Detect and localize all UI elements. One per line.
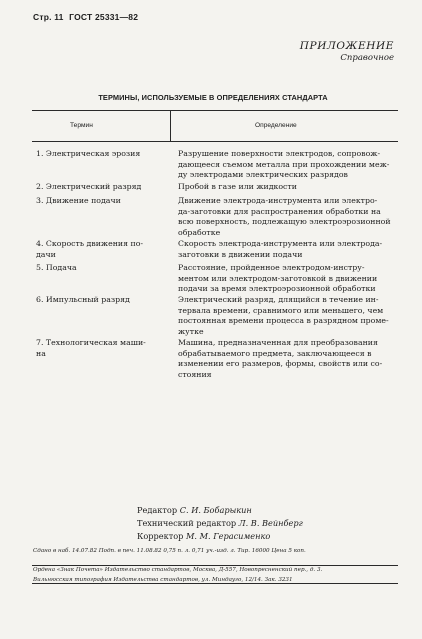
definition-line: заготовки в движении подачи xyxy=(178,249,303,259)
credit-name: Л. В. Вейнберг xyxy=(238,517,303,528)
definition-line: Электрический разряд, длящийся в течение ин- xyxy=(178,295,379,304)
term-cell xyxy=(36,182,162,193)
definition-line: ду электродами электрических разрядов xyxy=(178,170,348,180)
page-number: Стр. 11 xyxy=(33,12,64,22)
term-line: дачи xyxy=(36,249,56,259)
page-header xyxy=(33,12,138,22)
term-cell xyxy=(36,196,162,207)
credit-role: Корректор xyxy=(137,530,184,541)
definition-line: ментом или электродом-заготовкой в движении xyxy=(178,273,378,283)
definition-cell xyxy=(178,149,398,181)
definition-cell xyxy=(178,196,398,238)
table-column-divider xyxy=(170,110,171,142)
definition-line: всю поверхность, подлежащую электроэрозионной xyxy=(178,217,391,227)
imprint-line: Ордена «Знак Почета» Издательство стандартов, Москва, Д-557, Новопресненский пер., д. 3. xyxy=(33,567,323,573)
definition-line: обрабатываемого предмета, заключающееся в xyxy=(178,348,372,358)
table-header-rule xyxy=(32,141,398,142)
term-line: 2. Электрический разряд xyxy=(36,182,142,191)
term-cell xyxy=(36,263,162,274)
definition-line: обработке xyxy=(178,227,221,237)
definition-line: Скорость электрода-инструмента или электрода- xyxy=(178,239,383,248)
table-top-rule xyxy=(32,110,398,111)
credit-line xyxy=(137,517,303,530)
imprint-line: Вильнюсская типография Издательства стандартов, ул. Миндауго, 12/14. Зак. 3231 xyxy=(33,577,293,583)
definition-line: Разрушение поверхности электродов, сопровож- xyxy=(178,149,381,158)
definition-cell xyxy=(178,182,398,193)
term-line: на xyxy=(36,348,46,358)
definition-line: стояния xyxy=(178,369,212,379)
credit-line xyxy=(137,530,303,543)
definition-line: да-заготовки для распространения обработки на xyxy=(178,206,381,216)
definition-line: тервала времени, сравнимого или меньшего, чем xyxy=(178,305,384,315)
definition-line: Пробой в газе или жидкости xyxy=(178,182,297,191)
term-cell xyxy=(36,239,162,260)
definition-line: подачи за время электроэрозионной обработки xyxy=(178,284,376,294)
section-title: ТЕРМИНЫ, ИСПОЛЬЗУЕМЫЕ В ОПРЕДЕЛЕНИЯХ СТАНДАРТА xyxy=(98,93,328,102)
term-line: 3. Движение подачи xyxy=(36,196,121,205)
term-cell xyxy=(36,338,162,359)
appendix-title: ПРИЛОЖЕНИЕ xyxy=(299,40,394,52)
definition-cell xyxy=(178,263,398,295)
definition-line: жутке xyxy=(178,326,204,336)
definition-line: Расстояние, пройденное электродом-инстру- xyxy=(178,263,365,272)
appendix-subtitle: Справочное xyxy=(340,53,394,63)
definition-line: постоянная времени процесса в разрядном проме- xyxy=(178,316,389,326)
term-line: 5. Подача xyxy=(36,263,77,272)
term-line: 1. Электрическая эрозия xyxy=(36,149,141,158)
credit-line xyxy=(137,504,303,517)
imprint-line: Сдано в наб. 14.07.82 Подп. в печ. 11.08.82 0,75 п. л. 0,71 уч.-изд. л. Тир. 16000 Цена 5 коп. xyxy=(33,548,306,554)
definition-line: Машина, предназначенная для преобразования xyxy=(178,338,378,347)
term-cell xyxy=(36,295,162,306)
term-line: 7. Технологическая маши- xyxy=(36,338,146,347)
definition-line: изменении его размеров, формы, свойств или со- xyxy=(178,359,383,369)
credit-name: М. М. Герасименко xyxy=(186,530,271,541)
credit-name: С. И. Бобарыкин xyxy=(179,505,252,515)
term-line: 6. Импульсный разряд xyxy=(36,295,130,304)
column-header-definition: Определение xyxy=(255,122,297,129)
definition-cell xyxy=(178,338,398,380)
definition-cell xyxy=(178,239,398,260)
standard-number: ГОСТ 25331—82 xyxy=(69,12,139,22)
credits-block xyxy=(137,504,303,542)
column-header-term: Термин xyxy=(70,122,93,129)
credit-role: Технический редактор xyxy=(137,517,237,528)
definition-line: Движение электрода-инструмента или электро- xyxy=(178,196,378,205)
credit-role: Редактор xyxy=(137,505,178,515)
term-cell xyxy=(36,149,162,160)
definition-line: дающееся съемом металла при прохождении меж- xyxy=(178,159,390,169)
term-line: 4. Скорость движения по- xyxy=(36,239,144,248)
appendix-label xyxy=(300,40,394,63)
definition-cell xyxy=(178,295,398,337)
